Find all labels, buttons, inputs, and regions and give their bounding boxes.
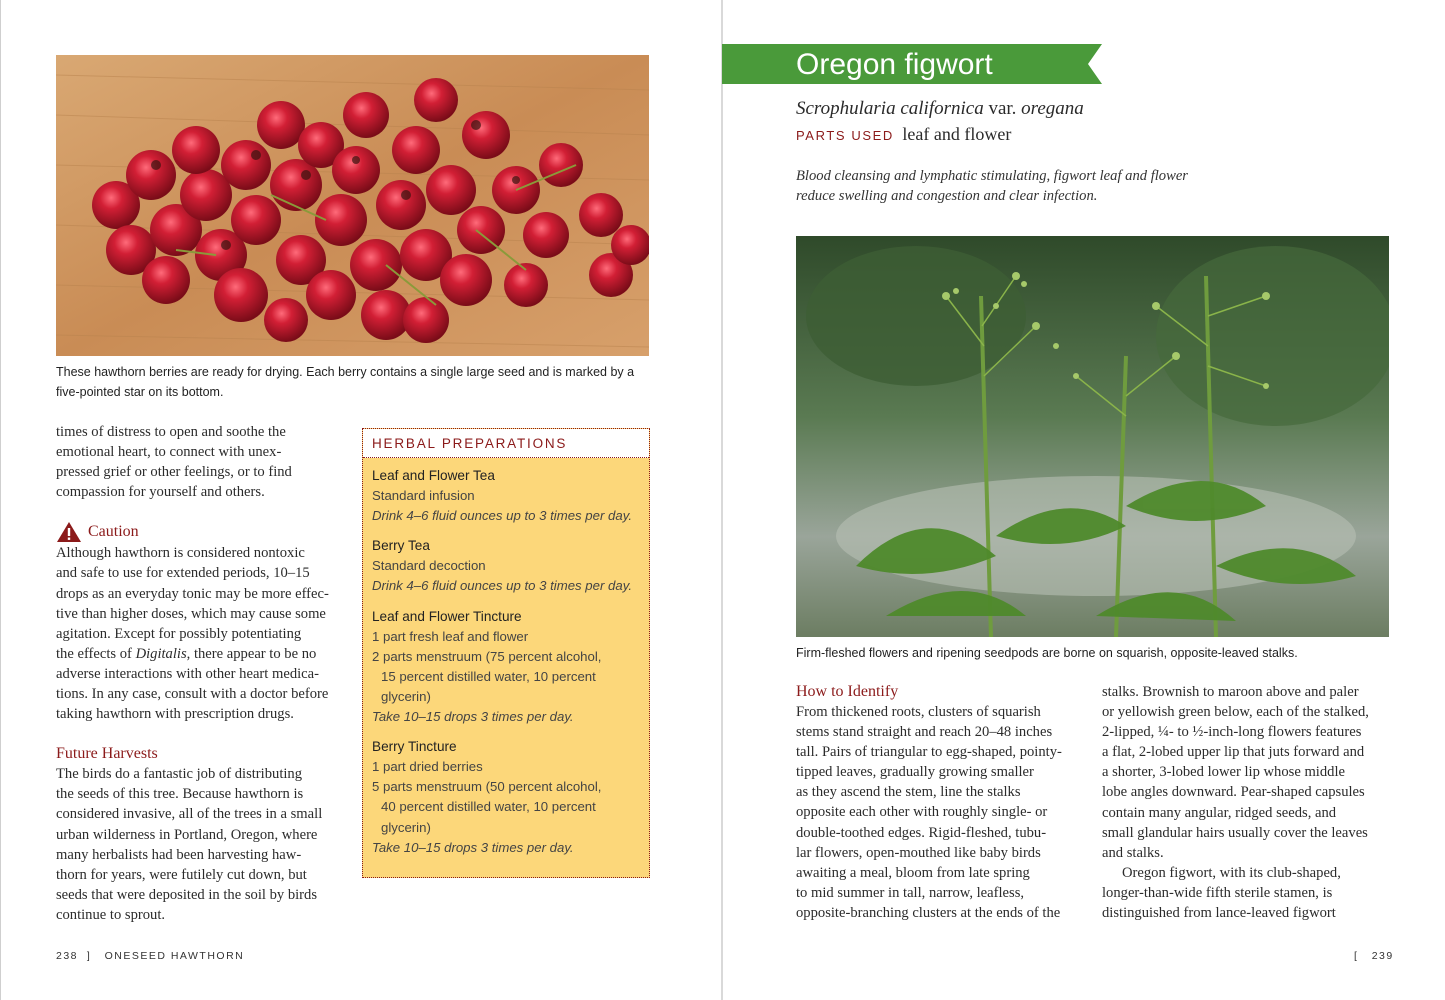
future-harvests-heading: Future Harvests (56, 745, 158, 763)
prep-item (372, 536, 641, 596)
identify-column-2 (1102, 682, 1397, 923)
caution-line: and safe to use for extended periods, 10–15 (56, 565, 310, 582)
prep-item-dose: Take 10–15 drops 3 times per day. (372, 709, 574, 725)
identify-line: stalks. Brownish to maroon above and paler (1102, 684, 1359, 700)
identify-line: tall. Pairs of triangular to egg-shaped, pointy- (796, 744, 1062, 761)
identify-line: and stalks. (1102, 844, 1164, 861)
identify-line: or yellowish green below, each of the stalked, (1102, 704, 1369, 721)
identify-line: Oregon figwort, with its club-shaped, (1122, 864, 1341, 881)
prep-item-line: 15 percent distilled water, 10 percent (381, 668, 596, 684)
identify-line: opposite each other with roughly single- or (796, 804, 1048, 821)
identify-line: a flat, 2-lobed upper lip that juts forward and (1102, 744, 1365, 761)
folio-bracket: [ (1354, 950, 1359, 962)
prep-item-line: Standard decoction (372, 558, 486, 574)
identify-line: distinguished from lance-leaved figwort (1102, 905, 1336, 922)
identify-line: double-toothed edges. Rigid-fleshed, tubu- (796, 824, 1047, 841)
prep-item-dose: Take 10–15 drops 3 times per day. (372, 839, 574, 855)
identify-line: stems stand straight and reach 20–48 inches (796, 724, 1053, 741)
prep-item-title: Leaf and Flower Tincture (372, 608, 522, 624)
intro-line: emotional heart, to connect with unex- (56, 444, 282, 461)
prep-item-line: glycerin) (381, 819, 431, 835)
future-harvests-line: seeds that were deposited in the soil by birds (56, 886, 318, 903)
future-harvests-line: The birds do a fantastic job of distributing (56, 766, 303, 783)
prep-item-line: Standard infusion (372, 488, 475, 504)
left-text-column (56, 422, 356, 925)
plant-intro: Blood cleansing and lymphatic stimulating, figwort leaf and flower reduce swelling and congestion and clear infection. (796, 168, 1188, 205)
running-head: ONESEED HAWTHORN (104, 950, 245, 962)
identify-line: lar flowers, open-mouthed like baby birds (796, 844, 1041, 861)
future-harvests-line: thorn for years, were futilely cut down, but (56, 866, 307, 883)
identify-line: 2-lipped, ¼- to ½-inch-long flowers features (1102, 724, 1362, 741)
prep-item-line: glycerin) (381, 688, 431, 704)
identify-line: From thickened roots, clusters of squarish (796, 704, 1041, 720)
prep-item (372, 466, 641, 526)
prep-item-line: 1 part fresh leaf and flower (372, 628, 529, 644)
prep-item-dose: Drink 4–6 fluid ounces up to 3 times per day. (372, 578, 632, 594)
title-banner (722, 44, 1102, 84)
prep-item-line: 1 part dried berries (372, 759, 483, 775)
identify-line: awaiting a meal, bloom from late spring (796, 864, 1030, 881)
figwort-photo (796, 236, 1389, 637)
parts-used (796, 124, 1011, 145)
caution-line: the effects of Digitalis, there appear to be no (56, 645, 317, 662)
caution-line: taking hawthorn with prescription drugs. (56, 706, 294, 723)
caution-line: agitation. Except for possibly potentiating (56, 625, 302, 642)
hawthorn-photo-caption: These hawthorn berries are ready for drying. Each berry contains a single large seed and is marked by a five-pointed star on its bottom. (56, 365, 635, 399)
caution-heading: Caution (56, 521, 356, 543)
prep-item-line: 40 percent distilled water, 10 percent (381, 799, 596, 815)
how-to-identify-heading: How to Identify (796, 683, 899, 700)
prep-item (372, 737, 641, 858)
plant-title: Oregon figwort (796, 48, 993, 81)
future-harvests-line: many herbalists had been harvesting haw- (56, 846, 302, 863)
herbal-preparations-title: HERBAL PREPARATIONS (363, 429, 649, 458)
identify-line: as they ascend the stem, line the stalks (796, 784, 1021, 801)
page-number: 239 (1371, 950, 1394, 962)
future-harvests-line: continue to sprout. (56, 906, 166, 923)
intro-line: times of distress to open and soothe the (56, 424, 286, 440)
future-harvests-line: urban wilderness in Portland, Oregon, where (56, 826, 318, 843)
identify-line: lobe angles downward. Pear-shaped capsules (1102, 784, 1365, 801)
prep-item-title: Leaf and Flower Tea (372, 468, 495, 483)
identify-line: longer-than-wide fifth sterile stamen, is (1102, 884, 1333, 901)
prep-item-dose: Drink 4–6 fluid ounces up to 3 times per day. (372, 508, 632, 524)
warning-icon (56, 521, 82, 543)
identify-line: opposite-branching clusters at the ends of the (796, 904, 1061, 921)
herbal-preparations-box (362, 428, 650, 878)
prep-item-title: Berry Tea (372, 538, 430, 554)
identify-line: to mid summer in tall, narrow, leafless, (796, 884, 1025, 901)
figwort-photo-caption: Firm-fleshed flowers and ripening seedpods are borne on squarish, opposite-leaved stalks. (796, 646, 1298, 660)
caution-line: tions. In any case, consult with a doctor before (56, 686, 329, 703)
identify-column-1 (796, 682, 1091, 923)
intro-line: pressed grief or other feelings, or to find (56, 464, 292, 481)
caution-line: tive than higher doses, which may cause some (56, 605, 326, 622)
caution-line: adverse interactions with other heart medica- (56, 665, 319, 682)
identify-line: tipped leaves, gradually growing smaller (796, 764, 1034, 781)
prep-item-line: 2 parts menstruum (75 percent alcohol, (372, 648, 602, 664)
future-harvests-line: the seeds of this tree. Because hawthorn is (56, 786, 304, 803)
prep-item-line: 5 parts menstruum (50 percent alcohol, (372, 779, 602, 795)
left-folio (56, 950, 244, 962)
hawthorn-berries-photo (56, 55, 649, 356)
prep-item (372, 607, 641, 728)
future-harvests-line: considered invasive, all of the trees in a small (56, 806, 323, 823)
folio-bracket: ] (86, 950, 92, 962)
left-page (0, 0, 722, 1000)
prep-item-title: Berry Tincture (372, 739, 457, 755)
caution-line: Although hawthorn is considered nontoxic (56, 545, 305, 562)
caution-line: drops as an everyday tonic may be more effec- (56, 585, 329, 602)
identify-line: contain many angular, ridged seeds, and (1102, 804, 1337, 821)
identify-line: small glandular hairs usually cover the leaves (1102, 824, 1368, 841)
latin-name: Scrophularia californica var. oregana (796, 98, 1084, 119)
parts-used-label: PARTS USED (796, 128, 894, 143)
parts-used-value: leaf and flower (902, 124, 1012, 144)
page-number: 238 (56, 950, 79, 962)
right-folio (1354, 950, 1394, 962)
intro-line: compassion for yourself and others. (56, 484, 265, 501)
identify-line: a shorter, 3-lobed lower lip whose middle (1102, 764, 1345, 781)
